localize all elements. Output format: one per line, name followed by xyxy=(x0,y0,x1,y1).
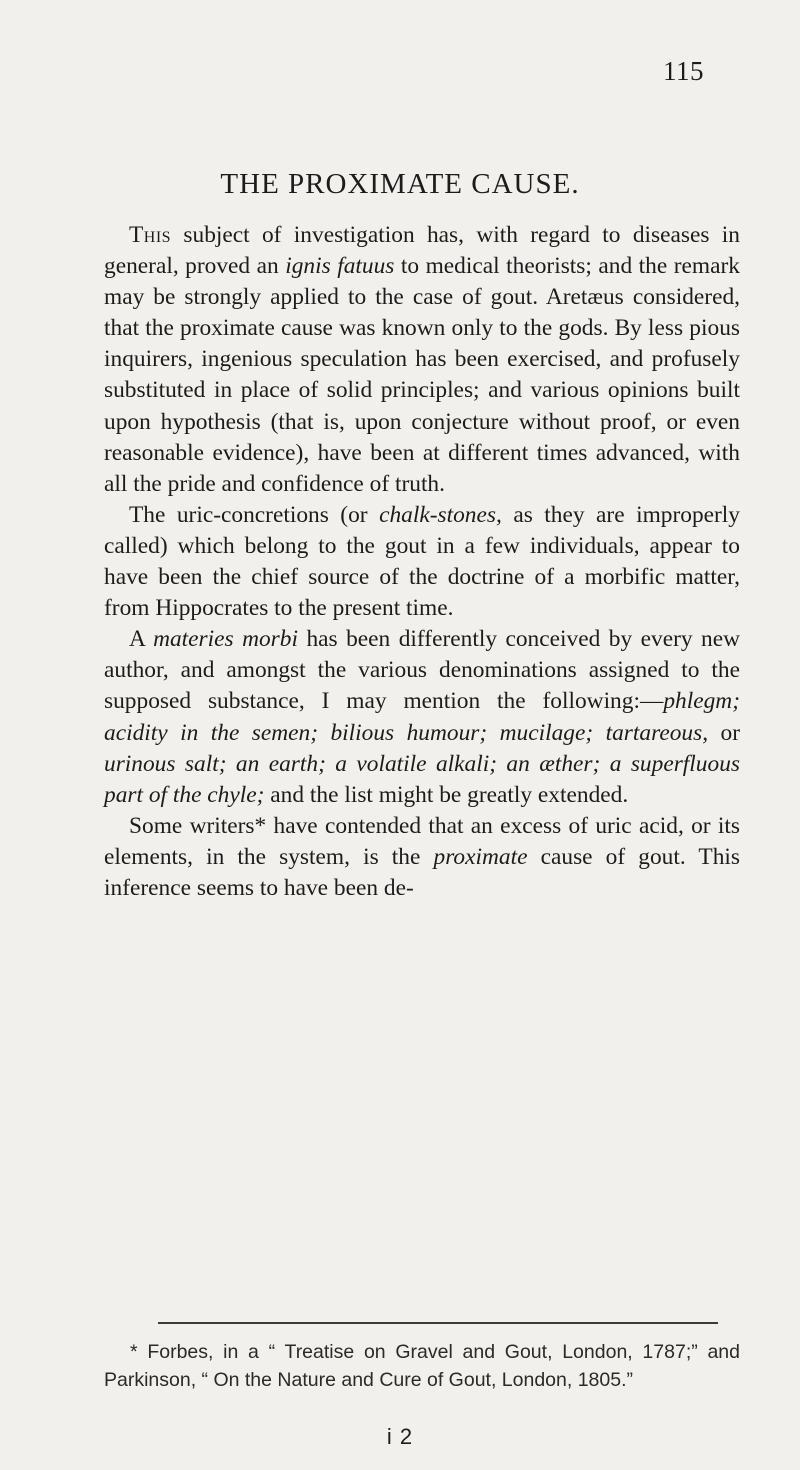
paragraph-3-italic-b: phlegm; acidity in the semen; bilious humour; mucilage; tartareous, xyxy=(104,688,740,746)
paragraph-1-text-a: subject of investigation has, with regard to diseases in general, proved an xyxy=(104,222,740,280)
paragraph-4-text-a: Some writers* have contended that an excess of uric acid, or its elements, in the system, is the xyxy=(104,812,740,870)
paragraph-4-text-b: cause of gout. This inference seems to have been de- xyxy=(104,843,740,901)
paragraph-3 xyxy=(104,624,740,811)
footnote xyxy=(104,1338,740,1394)
body-text xyxy=(104,220,740,904)
paragraph-3-text-d: and the list might be greatly extended. xyxy=(264,781,629,808)
paragraph-2-text-a: The uric-concretions (or xyxy=(129,501,380,528)
signature-mark: i 2 xyxy=(386,1424,414,1449)
page-number: 115 xyxy=(663,56,704,86)
paragraph-2-text-b: as they are improperly called) which belong to the gout in a few individuals, appear to have been the chief source of the doctrine of a morbific matter, from Hippocrates to the present time. xyxy=(104,501,741,622)
footnote-divider xyxy=(158,1322,718,1324)
paragraph-3-text-a: A xyxy=(129,626,154,653)
paragraph-3-text-b: has been differently conceived by every new author, and amongst the various denominations assigned to the supposed substance, I may mention the following:— xyxy=(104,626,740,715)
footnote-text: * Forbes, in a “ Treatise on Gravel and Gout, London, 1787;” and Parkinson, “ On the Nature and Cure of Gout, London, 1805.” xyxy=(104,1341,740,1391)
paragraph-3-italic-a: materies morbi xyxy=(153,626,298,653)
paragraph-1-lead: This xyxy=(129,222,172,248)
paragraph-1 xyxy=(104,220,740,500)
paragraph-1-italic-a: ignis fatuus xyxy=(285,253,395,280)
paragraph-2-italic-a: chalk-stones, xyxy=(379,501,502,528)
paragraph-2 xyxy=(104,500,740,624)
paragraph-3-text-c: or xyxy=(708,719,740,746)
paragraph-4 xyxy=(104,811,740,904)
paragraph-1-text-b: to medical theorists; and the remark may be strongly applied to the case of gout. Aretæus considered, that the proximate cause was known only to the gods. By less pious inquirers, ingenious speculation has been exercised, and profusely substituted in place of solid principles; and various opinions built upon hypothesis (that is, upon conjecture without proof, or even reasonable evidence), have been at different times advanced, with all the pride and confidence of truth. xyxy=(104,253,740,497)
paragraph-4-italic-a: proximate xyxy=(433,843,528,870)
page-title: THE PROXIMATE CAUSE. xyxy=(220,168,580,200)
paragraph-3-italic-c: urinous salt; an earth; a volatile alkali; an æther; a superfluous part of the chyle; xyxy=(104,750,740,808)
